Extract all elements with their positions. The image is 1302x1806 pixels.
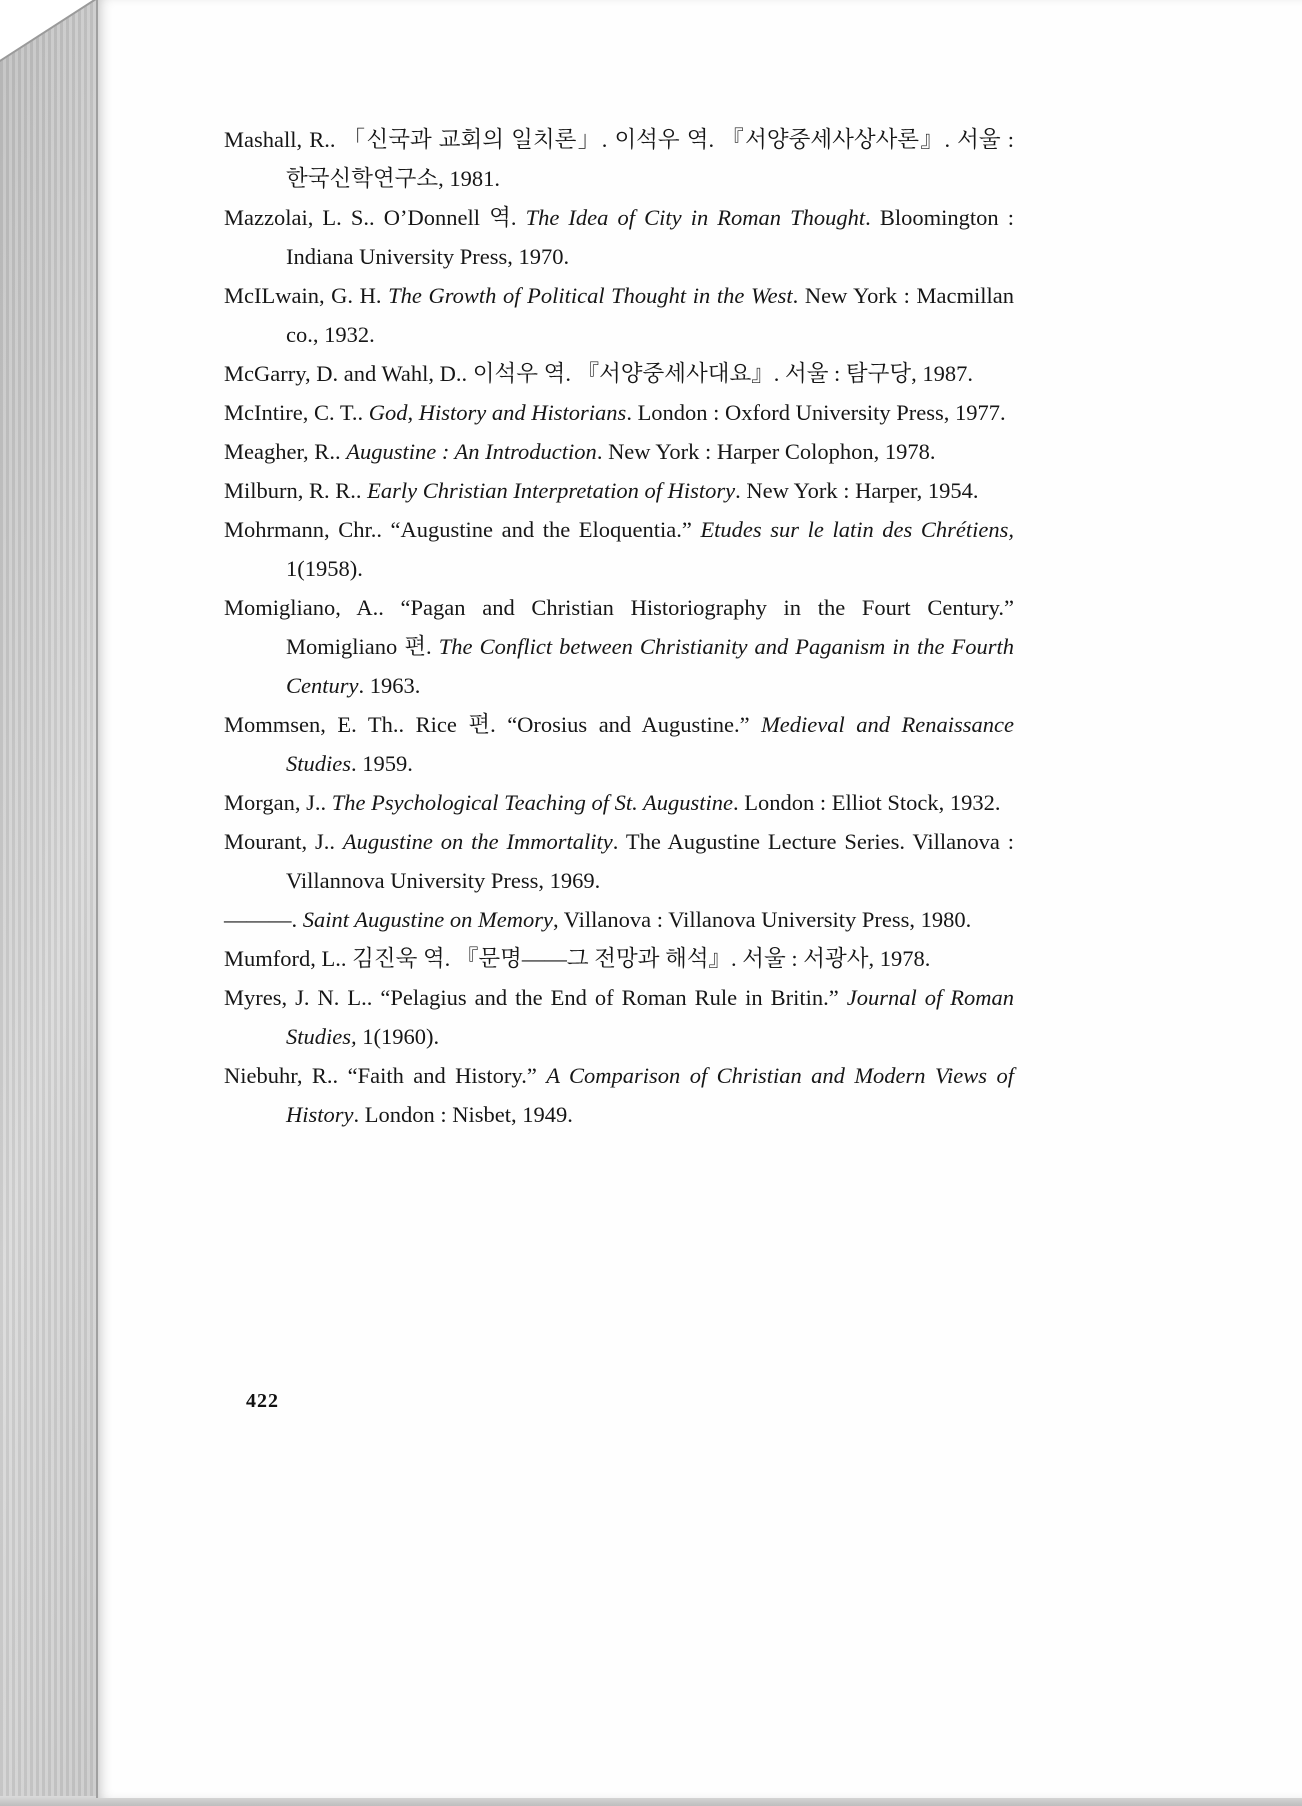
- page-number: 422: [246, 1390, 279, 1412]
- page: [96, 0, 1302, 1798]
- bib-entry-title-italic: Medieval and Renaissance Studies: [286, 712, 1014, 776]
- bib-entry-text: . London : Oxford University Press, 1977.: [626, 400, 1006, 425]
- bib-entry-text: McGarry, D. and Wahl, D.. 이석우 역. 『서양중세사대요』. 서울 : 탐구당, 1987.: [224, 361, 974, 386]
- bib-entry-text: Morgan, J..: [224, 790, 332, 815]
- bib-entry-text: McILwain, G. H.: [224, 283, 389, 308]
- bib-entry-title-italic: A Comparison of Christian and Modern Views of History: [286, 1063, 1014, 1127]
- bib-entry-text: 1(1958).: [286, 556, 363, 581]
- bib-entry-text: . 1959.: [351, 751, 413, 776]
- bib-entry: [224, 783, 1014, 822]
- bib-entry-text: Mashall, R.. 「신국과 교회의 일치론」. 이석우 역. 『서양중세사상사론』. 서울 : 한국신학연구소, 1981.: [224, 127, 1014, 191]
- bib-entry-title-italic: Etudes sur le latin des Chrétiens,: [700, 517, 1014, 542]
- bib-entry-title-italic: The Growth of Political Thought in the West: [388, 283, 793, 308]
- bib-entry-text: Meagher, R..: [224, 439, 347, 464]
- bib-entry: [224, 471, 1014, 510]
- book-page-edges: [0, 0, 96, 1806]
- bib-entry: [224, 900, 1014, 939]
- bib-entry-text: Myres, J. N. L.. “Pelagius and the End of Roman Rule in Britin.”: [224, 985, 847, 1010]
- bib-entry-text: , Villanova : Villanova University Press, 1980.: [552, 907, 972, 932]
- bib-entry-text: . 1963.: [358, 673, 421, 698]
- bib-entry-text: Mazzolai, L. S.. O’Donnell 역.: [224, 205, 526, 230]
- bib-entry-text: Milburn, R. R..: [224, 478, 368, 503]
- bib-entry-text: . London : Elliot Stock, 1932.: [732, 790, 1001, 815]
- bib-entry: [224, 588, 1014, 705]
- bib-entry-text: . London : Nisbet, 1949.: [353, 1102, 573, 1127]
- bib-entry-text: Mohrmann, Chr.. “Augustine and the Eloquentia.”: [224, 517, 701, 542]
- bib-entry-text: . New York : Harper Colophon, 1978.: [596, 439, 936, 464]
- bib-entry-text: . The Augustine Lecture Series. Villanova : Villannova University Press, 1969.: [286, 829, 1015, 893]
- bib-entry: [224, 705, 1014, 783]
- bib-entry-text: Momigliano, A.. “Pagan and Christian Historiography in the Fourt Century.” Momigliano 편.: [224, 595, 1014, 659]
- bib-entry: [224, 354, 1014, 393]
- bib-entry-title-italic: Augustine : An Introduction: [346, 439, 597, 464]
- bib-entry-title-italic: God, History and Historians: [368, 400, 627, 425]
- bib-entry: [224, 939, 1014, 978]
- bib-entry-title-italic: The Idea of City in Roman Thought: [525, 205, 866, 230]
- bib-entry: [224, 198, 1014, 276]
- bib-entry-title-italic: Augustine on the Immortality: [342, 829, 613, 854]
- bib-entry-text: ———.: [224, 907, 303, 932]
- bib-entry-title-italic: Early Christian Interpretation of History: [367, 478, 736, 503]
- bib-entry-text: . Bloomington : Indiana University Press, 1970.: [286, 205, 1014, 269]
- bib-entry-text: 1(1960).: [356, 1024, 440, 1049]
- bib-entry: [224, 978, 1014, 1056]
- bib-entry-text: Niebuhr, R.. “Faith and History.”: [224, 1063, 547, 1088]
- bib-entry: [224, 393, 1014, 432]
- bib-entry-text: McIntire, C. T..: [224, 400, 369, 425]
- bib-entry-title-italic: Journal of Roman Studies,: [286, 985, 1014, 1049]
- bib-entry-text: Mommsen, E. Th.. Rice 편. “Orosius and Augustine.”: [224, 712, 762, 737]
- bib-entry: [224, 822, 1015, 900]
- bib-entry-text: Mourant, J..: [224, 829, 343, 854]
- bib-entry-title-italic: The Psychological Teaching of St. Augustine: [331, 790, 733, 815]
- bib-entry: [224, 510, 1014, 588]
- bib-entry-text: . New York : Harper, 1954.: [735, 478, 979, 503]
- bib-entry-title-italic: Saint Augustine on Memory: [302, 907, 553, 932]
- bib-entry: [224, 1056, 1014, 1134]
- bibliography: [224, 120, 1014, 1134]
- bib-entry: [224, 432, 1014, 471]
- bib-entry: [224, 120, 1014, 198]
- bib-entry-title-italic: The Conflict between Christianity and Paganism in the Fourth Century: [286, 634, 1014, 698]
- bib-entry-text: Mumford, L.. 김진욱 역. 『문명——그 전망과 해석』. 서울 : 서광사, 1978.: [224, 946, 931, 971]
- bib-entry: [224, 276, 1014, 354]
- bib-entry-text: . New York : Macmillan co., 1932.: [286, 283, 1014, 347]
